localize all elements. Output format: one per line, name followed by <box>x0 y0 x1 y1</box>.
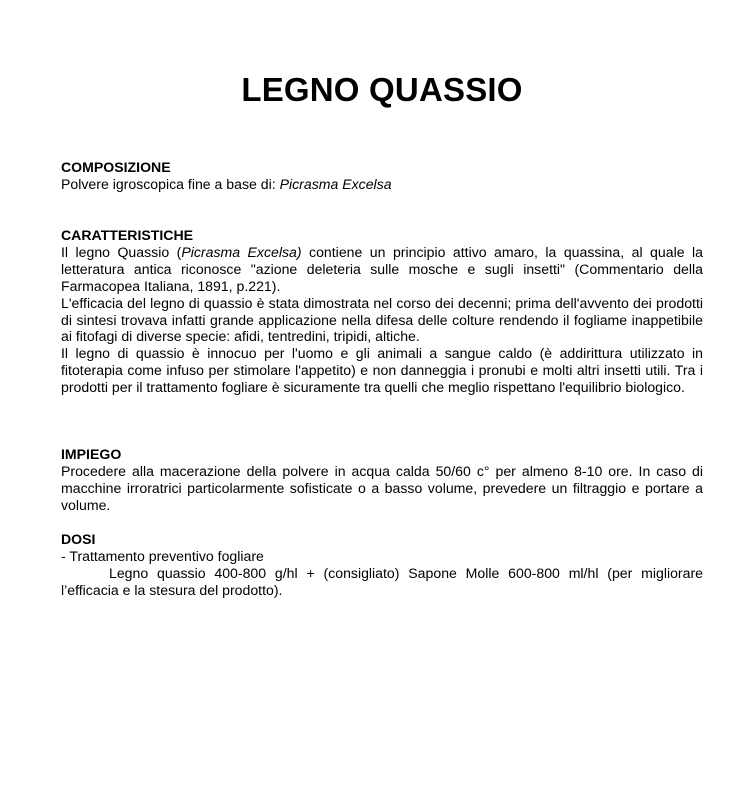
dosi-heading: DOSI <box>61 531 96 547</box>
caratteristiche-heading: CARATTERISTICHE <box>61 227 194 243</box>
impiego-heading: IMPIEGO <box>61 446 122 462</box>
document-title: LEGNO QUASSIO <box>241 71 523 108</box>
caratteristiche-paragraph-2: L'efficacia del legno di quassio è stata dimostrata nel corso dei decenni; prima dell'avvento dei prodotti di sintesi trovava infatti grande applicazione nella difesa delle colture rendendo il fogliame inappetibile ai fitofagi di diverse specie: afidi, tentredini, tripidi, altiche. <box>61 294 703 345</box>
caratteristiche-paragraph-3: Il legno di quassio è innocuo per l'uomo e gli animali a sangue caldo (è addirittura utilizzato in fitoterapia come infuso per stimolare l'appetito) e non danneggia i pronubi e molti altri insetti utili. Tra i prodotti per il trattamento fogliare è sicuramente tra quelli che meglio rispettano l'equilibrio biologico. <box>61 345 703 396</box>
impiego-text: Procedere alla macerazione della polvere in acqua calda 50/60 c° per almeno 8-10 ore. In caso di macchine irroratrici particolarmente sofisticate o a basso volume, prevedere un filtraggio e portare a volume. <box>61 462 703 513</box>
section-caratteristiche <box>61 227 703 396</box>
caratteristiche-species: Picrasma Excelsa) <box>181 243 302 260</box>
section-composizione <box>61 159 703 193</box>
dosi-detail: Legno quassio 400-800 g/hl + (consigliato) Sapone Molle 600-800 ml/hl (per migliorare l’efficacia e la stesura del prodotto). <box>61 564 703 598</box>
composizione-text-prefix: Polvere igroscopica fine a base di: <box>61 175 280 192</box>
caratteristiche-p1-rest: contiene un principio attivo amaro, la quassina, al quale la letteratura antica riconosce "azione deleteria sulle mosche e sugli insetti" (Commentario della Farmacopea Italiana, 1891, p.221). <box>61 243 703 294</box>
composizione-species: Picrasma Excelsa <box>279 175 392 192</box>
section-impiego <box>61 446 703 514</box>
caratteristiche-paragraph-1 <box>61 244 703 295</box>
section-dosi <box>61 531 703 599</box>
caratteristiche-p1-prefix: Il legno Quassio ( <box>61 243 182 260</box>
composizione-text <box>61 176 703 193</box>
dosi-item: - Trattamento preventivo fogliare <box>61 547 264 564</box>
composizione-heading: COMPOSIZIONE <box>61 159 171 175</box>
